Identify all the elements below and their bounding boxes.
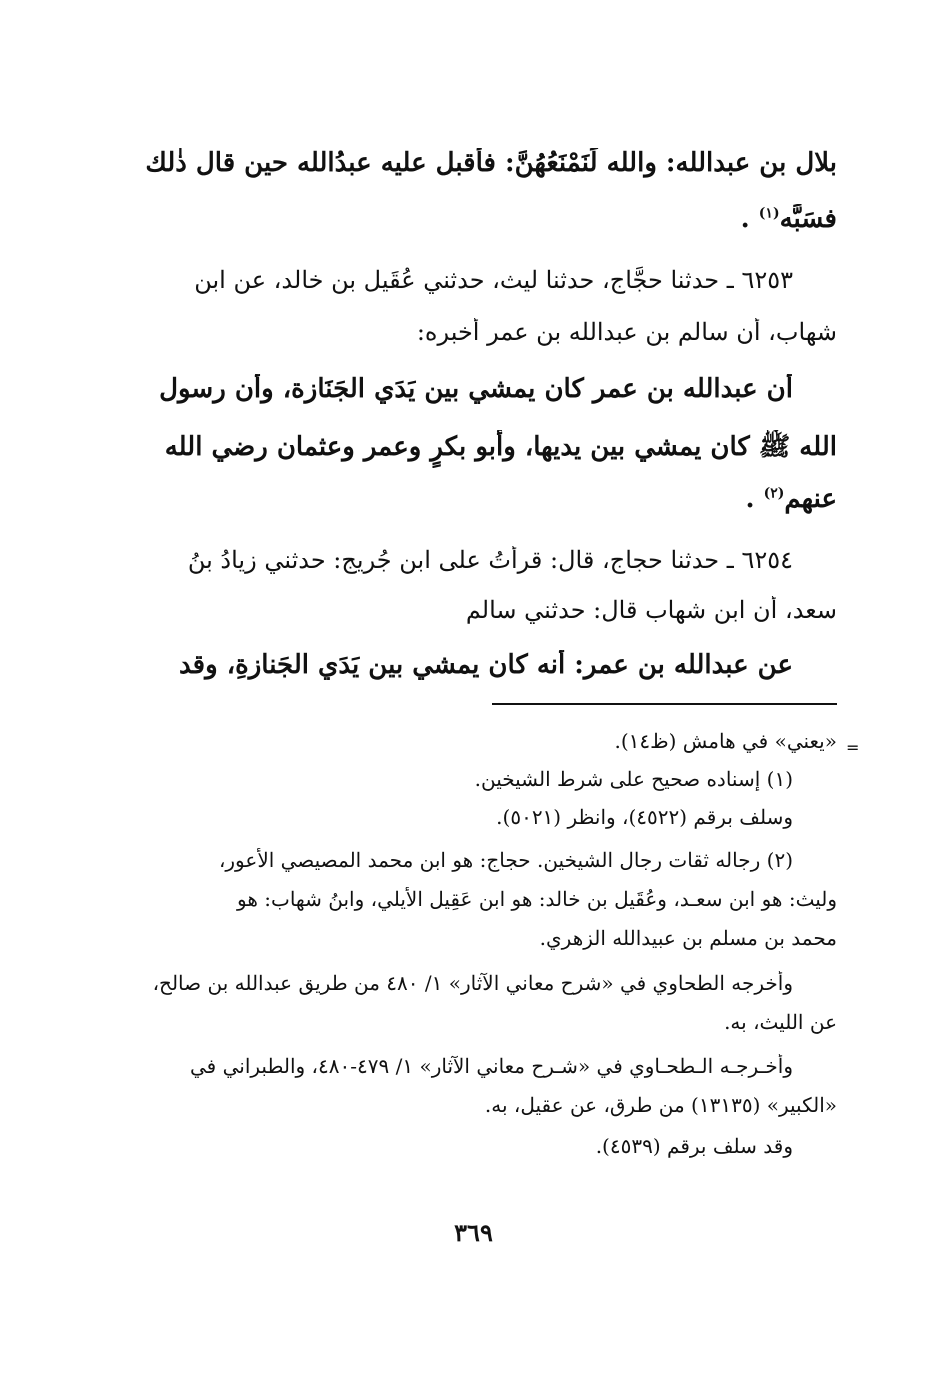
hadith-6253-isnad-line-2: شهاب، أن سالم بن عبدالله بن عمر أخبره: [416,318,837,346]
footnote-2-line-2: وليث: هو ابن سعـد، وعُقَيل بن خالد: هو ابن عَقِيل الأيلي، وابنُ شهاب: هو [237,887,837,911]
continuation-mark: = [846,738,860,757]
footnote-ref-1: (١) [758,205,780,222]
footnote-2-line-6: وأخـرجـه الـطحـاوي في «شـرح معاني الآثار» ١/ ٤٧٩-٤٨٠، والطبراني في [190,1054,793,1078]
footnote-2-line-1: (٢) رجاله ثقات رجال الشيخين. حجاج: هو ابن محمد المصيصي الأعور، [218,848,793,872]
hadith-6253-isnad-line-1: ٦٢٥٣ ـ حدثنا حجَّاج، حدثنا ليث، حدثني عُقَيل بن خالد، عن ابن [194,266,793,294]
footnote-separator [492,703,837,705]
hadith-6253-matn-line-1: أن عبدالله بن عمر كان يمشي بين يَدَيِ الجَنَازة، وأن رسول [159,374,793,404]
hadith-6254-isnad-line-2: سعد، أن ابن شهاب قال: حدثني سالم [465,596,837,624]
footnote-ref-2: (٢) [763,485,785,502]
hadith-6253-matn-line-3 [137,484,837,514]
hadith-6254-matn-line-1: عن عبدالله بن عمر: أنه كان يمشي بين يَدَيِ الجَنازةِ، وقد [179,650,793,680]
hadith-6253-matn-line-2: الله ﷺ كان يمشي بين يديها، وأبو بكرٍ وعمر وعثمان رضي الله [164,432,837,462]
main-text-line-2 [137,204,837,234]
hadith-6254-isnad-line-1: ٦٢٥٤ ـ حدثنا حجاج، قال: قرأتُ على ابن جُريج: حدثني زيادُ بنُ [187,546,793,574]
footnote-2-line-4: وأخرجه الطحاوي في «شرح معاني الآثار» ١/ ٤٨٠ من طريق عبدالله بن صالح، [152,971,793,995]
footnote-continuation: «يعني» في هامش (ظ١٤). [614,729,837,753]
footnote-2-line-7: «الكبير» (١٣١٣٥) من طرق، عن عقيل، به. [484,1093,837,1117]
main-text-fragment: عنهم [784,484,837,514]
sentence-end: . [745,484,755,514]
footnote-2-line-8: وقد سلف برقم (٤٥٣٩). [595,1134,793,1158]
page-number: ٣٦٩ [454,1218,493,1247]
footnote-1-line-1: (١) إسناده صحيح على شرط الشيخين. [474,767,793,791]
main-text-fragment: فسَبَّه [779,204,837,234]
footnote-2-line-5: عن الليث، به. [724,1010,837,1034]
footnote-1-line-2: وسلف برقم (٤٥٢٢)، وانظر (٥٠٢١). [496,805,793,829]
main-text-line-1: بلال بن عبدالله: والله لَنَمْنَعُهُنَّ: فأقبل عليه عبدُالله حين قال ذٰلك [145,148,837,178]
sentence-end: . [740,204,750,234]
footnote-2-line-3: محمد بن مسلم بن عبيدالله الزهري. [539,926,837,950]
